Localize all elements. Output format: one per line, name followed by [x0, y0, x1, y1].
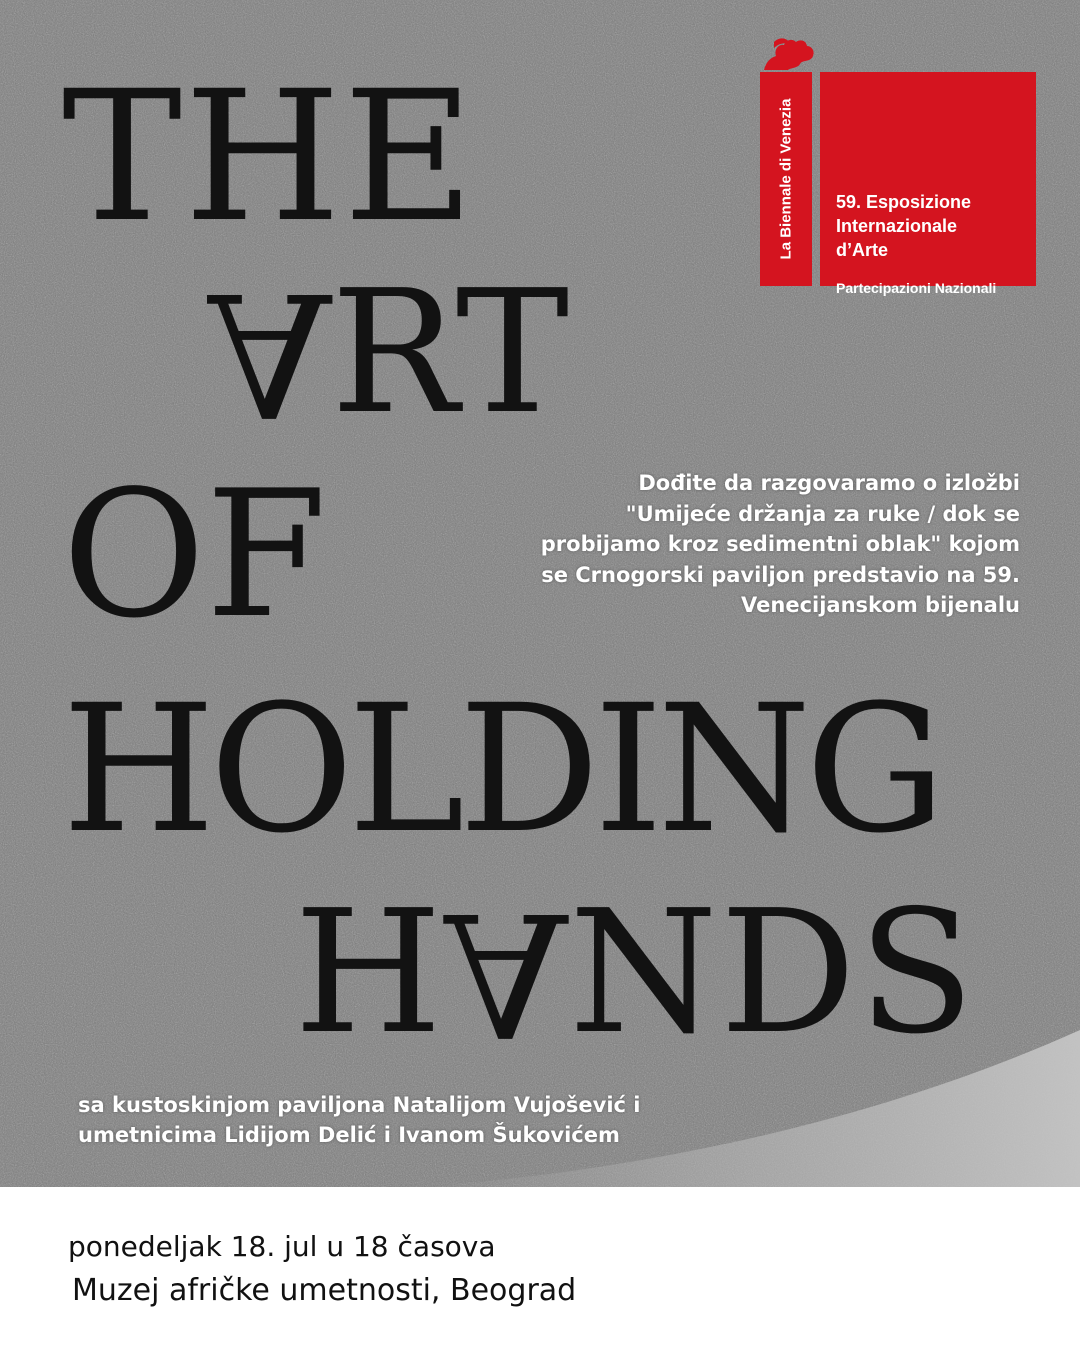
title-line-of: OF: [62, 454, 327, 657]
inverted-letter-a: A: [444, 874, 570, 1072]
event-date: ponedeljak 18. jul u 18 časova: [68, 1230, 496, 1263]
invitation-line: probijamo kroz sedimentni oblak" kojom: [540, 532, 1020, 556]
biennale-line: 59. Esposizione: [836, 192, 972, 212]
invitation-line: se Crnogorski paviljon predstavio na 59.: [541, 562, 1020, 587]
biennale-line: d’Arte: [836, 240, 889, 260]
title-line-art: ART: [208, 254, 570, 452]
curators-line: umetnicima Lidijom Delić i Ivanom Šukovićem: [78, 1123, 620, 1147]
invitation-line: Venecijanskom bijenalu: [741, 593, 1020, 617]
title-line-the: THE: [62, 53, 477, 262]
inverted-letter-a: A: [208, 254, 331, 452]
biennale-red-box: [820, 72, 1036, 296]
curators-line: sa kustoskinjom paviljona Natalijom Vujošević i: [78, 1093, 641, 1117]
event-venue: Muzej afričke umetnosti, Beograd: [72, 1273, 577, 1308]
biennale-vertical-text: La Biennale di Venezia: [777, 98, 795, 260]
biennale-subtitle: Partecipazioni Nazionali: [836, 280, 997, 296]
invitation-line: Dođite da razgovaramo o izložbi: [638, 471, 1020, 495]
title-line-holding: HOLDING: [62, 667, 940, 872]
lion-icon: [760, 36, 818, 72]
biennale-logo: [760, 36, 1038, 296]
biennale-line: Internazionale: [836, 216, 958, 236]
biennale-vertical-strip: [760, 72, 812, 286]
curators-text: [78, 1090, 640, 1150]
invitation-text: [460, 468, 1020, 621]
title-line-hands: HANDS: [294, 874, 977, 1072]
invitation-line: "Umijeće držanja za ruke / dok se: [625, 501, 1020, 526]
